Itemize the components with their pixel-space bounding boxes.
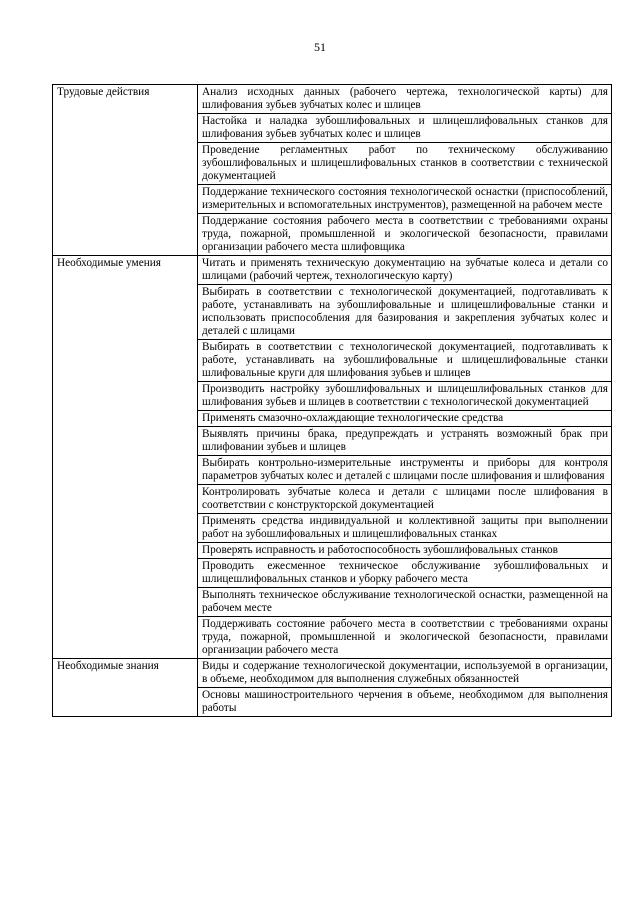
skill-item: Применять смазочно-охлаждающие технологические средства	[198, 411, 612, 427]
skill-item: Поддерживать состояние рабочего места в соответствии с требованиями охраны труда, пожарной, промышленной и экологической безопасности, правилами организации рабочего места	[198, 617, 612, 659]
skill-item: Проверять исправность и работоспособность зубошлифовальных станков	[198, 543, 612, 559]
requirements-table	[52, 84, 612, 717]
section-title-required-skills: Необходимые умения	[53, 256, 198, 659]
skill-item: Производить настройку зубошлифовальных и шлицешлифовальных станков для шлифования зубьев и шлицев в соответствии с технологической документацией	[198, 382, 612, 411]
skill-item: Выполнять техническое обслуживание технологической оснастки, размещенной на рабочем месте	[198, 588, 612, 617]
table-row	[53, 85, 612, 114]
skill-item: Контролировать зубчатые колеса и детали с шлицами после шлифования в соответствии с конструкторской документацией	[198, 485, 612, 514]
section-title-labor-actions: Трудовые действия	[53, 85, 198, 256]
skill-item: Выявлять причины брака, предупреждать и устранять возможный брак при шлифовании зубьев и шлицев	[198, 427, 612, 456]
labor-action-item: Анализ исходных данных (рабочего чертежа, технологической карты) для шлифования зубьев зубчатых колес и шлицев	[198, 85, 612, 114]
labor-action-item: Проведение регламентных работ по техническому обслуживанию зубошлифовальных и шлицешлифовальных станков в соответствии с технической документацией	[198, 143, 612, 185]
knowledge-item: Виды и содержание технологической документации, используемой в организации, в объеме, необходимом для выполнения служебных обязанностей	[198, 659, 612, 688]
skill-item: Проводить ежесменное техническое обслуживание зубошлифовальных и шлицешлифовальных станков и уборку рабочего места	[198, 559, 612, 588]
labor-action-item: Поддержание технического состояния технологической оснастки (приспособлений, измерительных и вспомогательных инструментов), размещенной на рабочем месте	[198, 185, 612, 214]
section-title-required-knowledge: Необходимые знания	[53, 659, 198, 717]
table-row	[53, 659, 612, 688]
skill-item: Выбирать в соответствии с технологической документацией, подготавливать к работе, устанавливать на зубошлифовальные и шлицешлифовальные станки и использовать приспособления для базирования и закрепления зубчатых колес и деталей с шлицами	[198, 285, 612, 340]
skill-item: Выбирать контрольно-измерительные инструменты и приборы для контроля параметров зубчатых колес и деталей с шлицами после шлифования и шлифования	[198, 456, 612, 485]
labor-action-item: Поддержание состояния рабочего места в соответствии с требованиями охраны труда, пожарной, промышленной и экологической безопасности, правилами организации рабочего места шлифовщика	[198, 214, 612, 256]
skill-item: Выбирать в соответствии с технологической документацией, подготавливать к работе, устанавливать на зубошлифовальные и шлицешлифовальные станки шлифовальные круги для шлифования зубьев и шлицев	[198, 340, 612, 382]
skill-item: Применять средства индивидуальной и коллективной защиты при выполнении работ на зубошлифовальных и шлицешлифовальных станках	[198, 514, 612, 543]
knowledge-item: Основы машиностроительного черчения в объеме, необходимом для выполнения работы	[198, 688, 612, 717]
labor-action-item: Настойка и наладка зубошлифовальных и шлицешлифовальных станков для шлифования зубьев зубчатых колес и шлицев	[198, 114, 612, 143]
page-number: 51	[314, 40, 326, 54]
skill-item: Читать и применять техническую документацию на зубчатые колеса и детали со шлицами (рабочий чертеж, технологическую карту)	[198, 256, 612, 285]
table-row	[53, 256, 612, 285]
